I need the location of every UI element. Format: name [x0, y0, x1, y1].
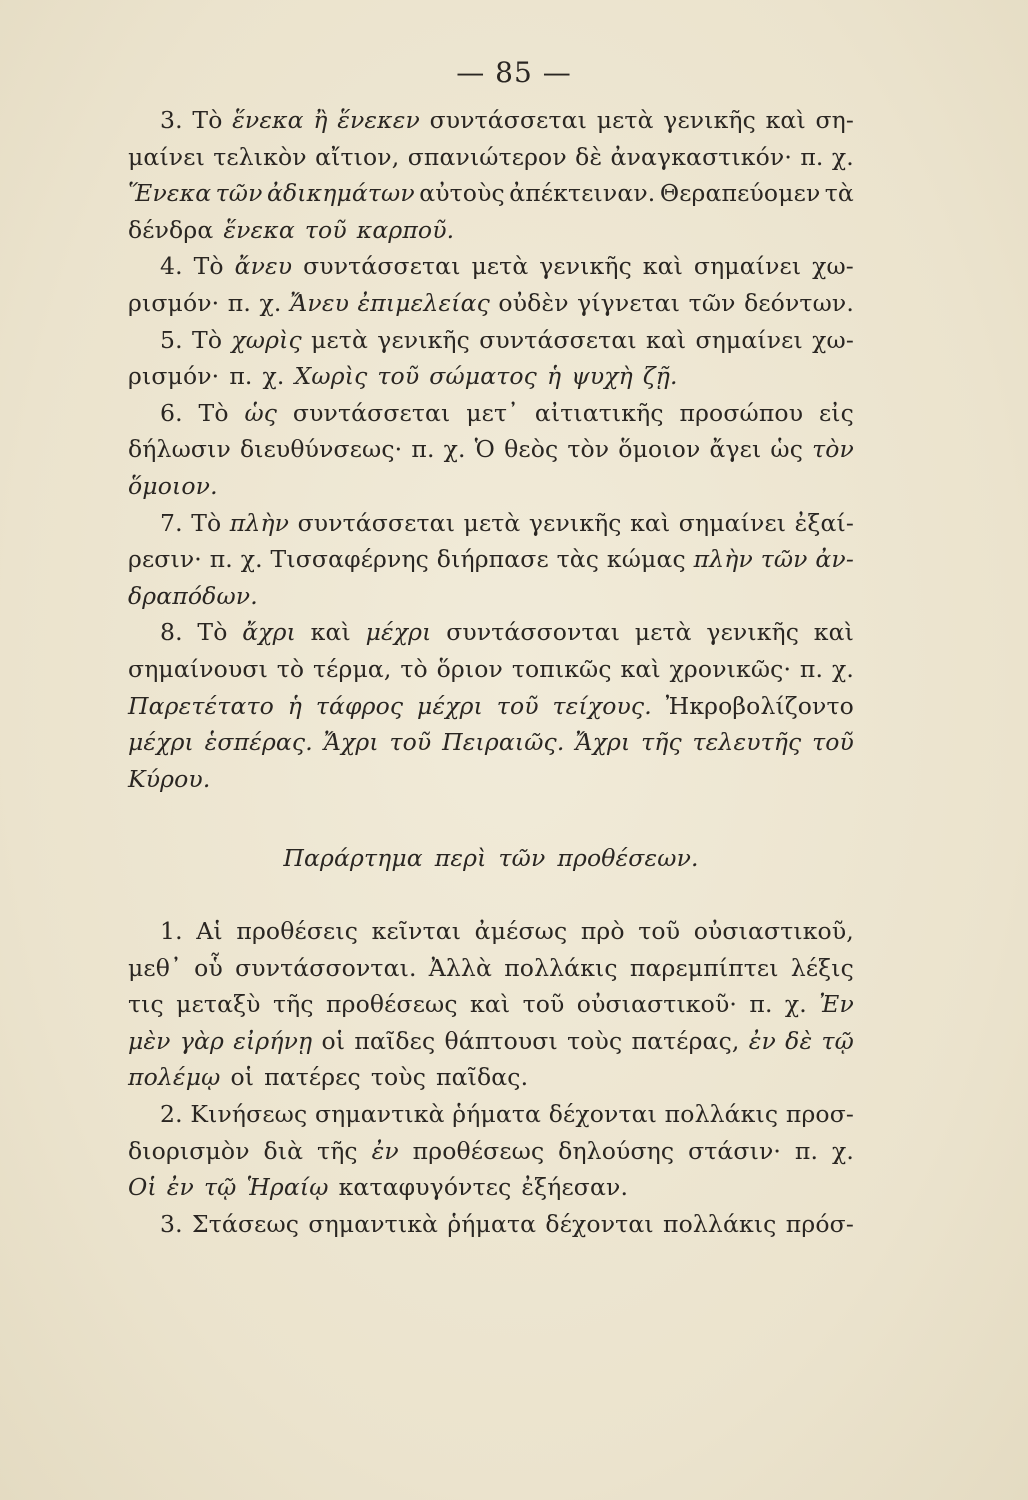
word: εἰρήνῃ — [233, 1026, 313, 1055]
word: πλὴν — [693, 545, 753, 574]
word: πολλάκις — [662, 1209, 777, 1238]
word: κεῖνται — [371, 917, 462, 946]
word: κώμας — [606, 545, 686, 574]
word: Ἄχρι — [575, 728, 631, 757]
word: Τὸ — [193, 252, 224, 281]
word: σπανιώτερον — [407, 142, 567, 171]
word: μεταξὺ — [176, 990, 261, 1019]
word: λέξις — [790, 953, 854, 982]
word: γενικῆς — [377, 325, 470, 354]
word: ἢ — [313, 106, 328, 134]
text-line — [128, 917, 854, 954]
text-line — [128, 509, 854, 546]
word: σημαίνει — [695, 325, 803, 354]
word: τοῦ — [812, 728, 854, 757]
word: μετὰ — [311, 325, 368, 354]
word: προθέσεως — [412, 1136, 545, 1165]
word: ἀμέσως — [474, 917, 568, 946]
word: συντάσσεται — [429, 106, 588, 134]
word: δέχονται — [548, 1100, 658, 1129]
word: Τισσαφέρνης — [270, 545, 429, 574]
word: καὶ — [469, 990, 511, 1019]
word: Ἡραίῳ — [246, 1173, 329, 1202]
word: τέρμα, — [313, 654, 392, 683]
word: δένδρα — [128, 215, 214, 244]
word: ἕνεκεν — [337, 106, 420, 134]
word: οὗ — [194, 953, 223, 982]
text-line — [128, 1137, 854, 1174]
word: χ. — [259, 288, 282, 317]
word: ψυχὴ — [571, 362, 633, 391]
text-line — [128, 618, 854, 655]
word: καὶ — [642, 252, 684, 281]
word: 3. — [160, 106, 183, 134]
word: καὶ — [765, 106, 806, 134]
word: Τὸ — [191, 508, 222, 537]
text-line — [128, 1063, 854, 1100]
word: 8. — [160, 618, 183, 647]
word: Χωρὶς — [294, 362, 368, 391]
word: ἀπέκτειναν. — [509, 179, 656, 208]
word: χ. — [240, 545, 263, 574]
word: Ἄχρι — [323, 728, 379, 757]
text-line — [128, 954, 854, 991]
word: 3. — [160, 1209, 183, 1238]
word: καὶ — [620, 654, 661, 683]
blank-line — [128, 801, 854, 838]
word: 2. — [160, 1100, 183, 1129]
word: δήλωσιν — [128, 435, 231, 464]
word: τοῦ — [377, 362, 420, 391]
word: τῆς — [317, 1136, 358, 1165]
word: 1. — [160, 917, 183, 946]
text-line — [128, 1027, 854, 1064]
word: τάφρος — [315, 691, 404, 720]
word: συντάσσεται — [303, 252, 461, 281]
word: καταφυγόντες — [338, 1173, 512, 1202]
word: ρισμόν· — [128, 362, 220, 391]
word: 7. — [160, 508, 183, 537]
word: τοῦ — [522, 990, 565, 1019]
word: συντάσσεται — [479, 325, 637, 354]
word: χωρὶς — [231, 325, 302, 354]
word: Στάσεως — [192, 1209, 300, 1238]
word: γενικῆς — [528, 508, 622, 537]
word: τῶν — [688, 288, 736, 317]
word: ἕνεκα — [223, 215, 295, 244]
word: μὲν — [128, 1026, 171, 1055]
word: διήρπασε — [436, 545, 549, 574]
text-line — [128, 990, 854, 1027]
word: π. — [411, 435, 435, 464]
word: παῖδες — [354, 1026, 436, 1055]
text-line — [128, 655, 854, 692]
word: σημαίνει — [693, 252, 802, 281]
word: ὅριον — [436, 654, 503, 683]
word: αἰτιατικῆς — [534, 398, 664, 427]
word: π. — [799, 654, 824, 683]
text-line — [128, 765, 854, 802]
word: μετὰ — [471, 252, 529, 281]
text-line — [128, 545, 854, 582]
word: μετὰ — [596, 106, 654, 134]
word: τοὺς — [567, 1026, 623, 1055]
text-line — [128, 435, 854, 472]
word: προθέσεων. — [557, 843, 699, 872]
word: ἑσπέρας. — [204, 728, 313, 757]
text-line — [128, 252, 854, 289]
word: Ἕνεκα — [128, 179, 212, 208]
word: συντάσσονται — [446, 618, 621, 647]
word: Τὸ — [192, 325, 223, 354]
word: ἄχρι — [242, 618, 296, 647]
word: ἐν — [166, 1173, 194, 1202]
word: προθέσεως — [326, 990, 458, 1019]
text-line — [128, 216, 854, 253]
word: χω- — [812, 252, 854, 281]
word: Θεραπεύομεν — [659, 179, 821, 208]
blank-line — [128, 880, 854, 917]
word: τὸν — [567, 435, 610, 464]
word: ἐν — [371, 1136, 399, 1165]
word: δὲ — [785, 1026, 813, 1055]
word: χ. — [443, 435, 466, 464]
word: γενικῆς — [663, 106, 756, 134]
word: μαίνει — [128, 142, 205, 171]
word: Ὁ — [474, 435, 496, 464]
page-text — [128, 106, 854, 1246]
word: πατέρες — [264, 1063, 361, 1092]
word: πλὴν — [229, 508, 290, 537]
word: 6. — [160, 398, 183, 427]
word: οὐσιαστικοῦ, — [693, 917, 854, 946]
text-line — [128, 582, 854, 619]
word: χ. — [831, 1136, 854, 1165]
word: τῶν — [215, 179, 263, 208]
word: σημαντικὰ — [308, 1209, 439, 1238]
word: τὸ — [276, 654, 305, 683]
word: τὸ — [400, 654, 428, 683]
word: μέχρι — [128, 728, 194, 757]
word: ἐπιμελείας — [357, 288, 490, 317]
word: τοῦ — [496, 691, 539, 720]
word: τοπικῶς — [511, 654, 612, 683]
word: γενικῆς — [706, 618, 800, 647]
word: μεθ᾽ — [128, 953, 182, 982]
word: Κινήσεως — [190, 1100, 308, 1129]
word: ὅμοιον. — [128, 471, 218, 500]
word: ὅμοιον — [618, 435, 701, 464]
word: μετ᾽ — [466, 398, 520, 427]
section-heading — [128, 844, 854, 881]
word: Ἄνευ — [290, 288, 350, 317]
word: σημαίνουσι — [128, 654, 268, 683]
word: Τὸ — [192, 106, 223, 134]
word: Κύρου. — [128, 764, 211, 793]
word: ζῇ. — [642, 362, 678, 391]
word: τῷ — [203, 1173, 237, 1202]
text-line — [128, 362, 854, 399]
word: πρὸ — [580, 917, 625, 946]
word: καὶ — [310, 618, 351, 647]
word: χ. — [831, 654, 854, 683]
text-line — [128, 692, 854, 729]
word: τοῦ — [304, 215, 347, 244]
word: προσ- — [785, 1100, 854, 1129]
word: π. — [800, 142, 824, 171]
word: Ἐν — [819, 990, 854, 1019]
word: τελευτῆς — [692, 728, 802, 757]
word: καὶ — [630, 508, 671, 537]
word: Τὸ — [198, 398, 229, 427]
word: σημαίνει — [678, 508, 787, 537]
word: ἐν — [748, 1026, 776, 1055]
word: τὰ — [824, 179, 854, 208]
word: πολλάκις — [664, 1100, 779, 1129]
word: Πειραιῶς. — [442, 728, 565, 757]
word: πατέρας, — [631, 1026, 740, 1055]
word: Ἀλλὰ — [428, 953, 492, 982]
word: π. — [749, 990, 773, 1019]
word: γὰρ — [179, 1026, 225, 1055]
word: δηλούσης — [558, 1136, 675, 1165]
text-line — [128, 728, 854, 765]
word: ἄνευ — [234, 252, 293, 281]
word: συντάσσεται — [297, 508, 456, 537]
word: ἀν- — [815, 545, 854, 574]
word: Ἠκροβολίζοντο — [665, 691, 854, 720]
word: τῆς — [641, 728, 682, 757]
word: διορισμὸν — [128, 1136, 250, 1165]
word: τὰς — [556, 545, 600, 574]
word: ἐξήεσαν. — [521, 1173, 629, 1202]
text-line — [128, 143, 854, 180]
word: χ. — [784, 990, 807, 1019]
word: οἱ — [230, 1063, 255, 1092]
word: συντάσσεται — [292, 398, 451, 427]
word: συντάσσονται. — [235, 953, 417, 982]
word: καὶ — [646, 325, 687, 354]
word: τῶν — [498, 843, 546, 872]
word: εἰς — [818, 398, 854, 427]
word: γενικῆς — [539, 252, 632, 281]
word: 4. — [160, 252, 183, 281]
word: ὡς — [770, 435, 804, 464]
word: τῆς — [272, 990, 314, 1019]
word: μετὰ — [634, 618, 692, 647]
word: Παράρτημα — [283, 843, 423, 872]
word: τις — [128, 990, 164, 1019]
word: τείχους. — [552, 691, 652, 720]
word: προθέσεις — [236, 917, 359, 946]
word: ἀδικημάτων — [266, 179, 415, 208]
word: τὸν — [812, 435, 854, 464]
word: θάπτουσι — [444, 1026, 558, 1055]
word: Αἱ — [196, 917, 223, 946]
word: πρόσ- — [785, 1209, 854, 1238]
word: π. — [209, 545, 233, 574]
word: παρεμπίπτει — [629, 953, 779, 982]
word: γίγνεται — [577, 288, 681, 317]
word: αὐτοὺς — [419, 179, 505, 208]
word: διὰ — [263, 1136, 304, 1165]
word: πολέμῳ — [128, 1063, 221, 1092]
word: θεὸς — [504, 435, 559, 464]
word: ἀναγκαστικόν· — [610, 142, 792, 171]
word: δραπόδων. — [128, 581, 258, 610]
text-line — [128, 1210, 854, 1247]
word: π. — [229, 362, 253, 391]
word: χρονικῶς· — [669, 654, 792, 683]
text-line — [128, 399, 854, 436]
word: τελικὸν — [213, 142, 307, 171]
word: καὶ — [813, 618, 854, 647]
word: δεόντων. — [744, 288, 854, 317]
word: μέχρι — [365, 618, 432, 647]
word: σημαντικὰ — [314, 1100, 445, 1129]
word: 5. — [160, 325, 183, 354]
text-line — [128, 106, 854, 143]
word: διευθύνσεως· — [239, 435, 403, 464]
word: τῷ — [821, 1026, 854, 1055]
word: χ. — [262, 362, 285, 391]
word: χ. — [831, 142, 854, 171]
word: ρισμόν· — [128, 288, 220, 317]
word: ἄγει — [709, 435, 762, 464]
word: δὲ — [575, 142, 603, 171]
word: Οἱ — [128, 1173, 157, 1202]
word: περὶ — [434, 843, 487, 872]
word: οὐδὲν — [498, 288, 569, 317]
word: μέχρι — [417, 691, 483, 720]
text-line — [128, 1173, 854, 1210]
word: οἱ — [321, 1026, 346, 1055]
word: Παρετέτατο — [128, 691, 274, 720]
word: δέχονται — [545, 1209, 654, 1238]
word: ἕνεκα — [232, 106, 304, 134]
word: τοὺς — [370, 1063, 427, 1092]
text-line — [128, 326, 854, 363]
word: ῥήματα — [452, 1100, 542, 1129]
word: πολλάκις — [504, 953, 618, 982]
word: Τὸ — [197, 618, 228, 647]
word: ὡς — [244, 398, 278, 427]
word: ση- — [815, 106, 854, 134]
word: π. — [227, 288, 252, 317]
text-line — [128, 179, 854, 216]
word: μετὰ — [463, 508, 521, 537]
word: ῥήματα — [447, 1209, 537, 1238]
word: τοῦ — [389, 728, 432, 757]
word: τῶν — [760, 545, 808, 574]
page-number: — 85 — — [456, 56, 572, 89]
word: αἴτιον, — [315, 142, 400, 171]
word: καρποῦ. — [356, 215, 455, 244]
word: ἐξαί- — [794, 508, 854, 537]
word: στάσιν· — [688, 1136, 782, 1165]
word: π. — [794, 1136, 819, 1165]
word: ἡ — [287, 691, 302, 720]
text-line — [128, 289, 854, 326]
word: παῖδας. — [436, 1063, 529, 1092]
word: χω- — [812, 325, 854, 354]
word: σώματος — [429, 362, 537, 391]
text-line — [128, 472, 854, 509]
word: τοῦ — [638, 917, 681, 946]
word: προσώπου — [679, 398, 804, 427]
word: οὐσιαστικοῦ· — [576, 990, 738, 1019]
word: ἡ — [547, 362, 562, 391]
text-line — [128, 1100, 854, 1137]
word: ρεσιν· — [128, 545, 202, 574]
